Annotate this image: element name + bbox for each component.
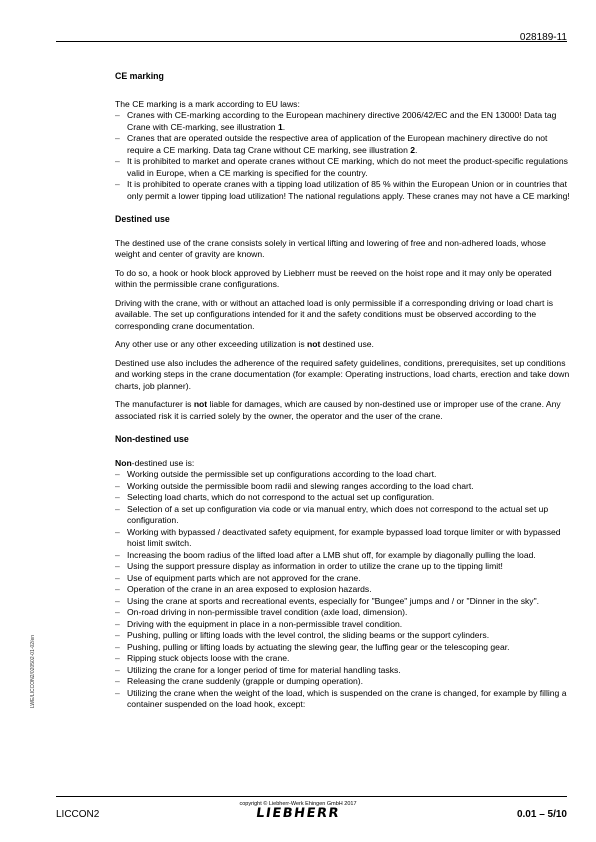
non-destined-list-item: – Driving with the equipment in place in a non-permissible travel condition. (115, 619, 570, 631)
header-rule (56, 41, 567, 42)
ce-list-item: – It is prohibited to operate cranes with a tipping load utilization of 85 % within the European Union or in countries that only permit a lower tipping load utilization! The national regulations apply. These cranes may not have a CE marking! (115, 179, 570, 202)
document-code-side: LWE/LICCON2/020502-01-02/en (30, 634, 36, 708)
non-destined-list-item: – Use of equipment parts which are not approved for the crane. (115, 573, 570, 585)
non-destined-list-item: – Selecting load charts, which do not correspond to the actual set up configuration. (115, 492, 570, 504)
destined-paragraph-2: To do so, a hook or hook block approved by Liebherr must be reeved on the hoist rope and it may only be operated within the permissible crane configurations. (115, 267, 552, 289)
non-destined-list (115, 469, 570, 711)
ce-marking-heading: CE marking (115, 71, 164, 81)
non-destined-list-item: – Using the crane at sports and recreational events, especially for "Bungee" jumps and / or "Dinner in the sky". (115, 596, 570, 608)
ce-list-item: – Cranes with CE-marking according to the European machinery directive 2006/42/EC and the EN 13000! Data tag Crane with CE-marking, see illustration 1. (115, 110, 570, 133)
document-number: 028189-11 (519, 32, 567, 43)
non-destined-list-item: – Pushing, pulling or lifting loads with the level control, the sliding beams or the support cylinders. (115, 630, 570, 642)
non-destined-list-item: – Working with bypassed / deactivated safety equipment, for example bypassed load torque limiter or with bypassed hoist limit switch. (115, 527, 570, 550)
non-destined-list-item: – Working outside the permissible boom radii and slewing ranges according to the load chart. (115, 481, 570, 493)
non-destined-list-item: – Pushing, pulling or lifting loads by actuating the slewing gear, the luffing gear or the telescoping gear. (115, 642, 570, 654)
non-destined-use-heading: Non-destined use (115, 434, 189, 444)
footer-rule (56, 796, 567, 797)
non-destined-intro: Non-destined use is: (115, 457, 195, 468)
liebherr-logo: LIEBHERR (255, 806, 341, 821)
page-content (115, 71, 570, 711)
destined-paragraph-3: Driving with the crane, with or without an attached load is only permissible if a corresponding driving or load chart is available. The set up configurations intended for it and the safety conditions must be observed according to the corresponding crane documentation. (115, 297, 554, 331)
non-destined-list-item: – Working outside the permissible set up configurations according to the load chart. (115, 469, 570, 481)
page-number: 0.01 – 5/10 (516, 809, 567, 820)
non-destined-list-item: – Utilizing the crane when the weight of the load, which is suspended on the crane is changed, for example by filling a container suspended on the load hook, except: (115, 688, 570, 711)
non-destined-list-item: – Ripping stuck objects loose with the crane. (115, 653, 570, 665)
non-destined-list-item: – Utilizing the crane for a longer period of time for material handling tasks. (115, 665, 570, 677)
non-destined-list-item: – On-road driving in non-permissible travel condition (axle load, dimension). (115, 607, 570, 619)
ce-list (115, 110, 570, 202)
non-destined-list-item: – Using the support pressure display as information in order to utilize the crane up to the tipping limit! (115, 561, 570, 573)
non-destined-list-item: – Increasing the boom radius of the lifted load after a LMB shut off, for example by diagonally pulling the load. (115, 550, 570, 562)
destined-paragraph-1: The destined use of the crane consists solely in vertical lifting and lowering of free and non-adhered loads, whose weight and center of gravity are known. (115, 237, 546, 259)
ce-list-item: – Cranes that are operated outside the respective area of application of the European machinery directive do not require a CE marking. Data tag Crane without CE marking, see illustration 2. (115, 133, 570, 156)
destined-use-heading: Destined use (115, 214, 170, 224)
non-destined-list-item: – Releasing the crane suddenly (grapple or dumping operation). (115, 676, 570, 688)
destined-paragraph-4: Any other use or any other exceeding utilization is not destined use. (115, 339, 374, 349)
destined-paragraph-6: The manufacturer is not liable for damages, which are caused by non-destined use or improper use of the crane. Any associated risk it is carried solely by the owner, the operator and the user of the crane. (115, 399, 561, 421)
footer-copyright: copyright © Liebherr-Werk Ehingen GmbH 2017 (239, 801, 357, 807)
ce-intro: The CE marking is a mark according to EU laws: (115, 98, 300, 109)
footer-product: LICCON2 (56, 809, 100, 820)
non-destined-list-item: – Selection of a set up configuration via code or via manual entry, which does not correspond to the actual set up configuration. (115, 504, 570, 527)
ce-list-item: – It is prohibited to market and operate cranes without CE marking, which do not meet the product-specific regulations valid in Europe, when a CE marking is specified for the country. (115, 156, 570, 179)
destined-paragraph-5: Destined use also includes the adherence of the required safety guidelines, conditions, prerequisites, set up conditions and working steps in the crane documentation (for example: Operating instructions, load charts, erection and take down charts, job planner). (115, 357, 570, 391)
non-destined-list-item: – Operation of the crane in an area exposed to explosion hazards. (115, 584, 570, 596)
